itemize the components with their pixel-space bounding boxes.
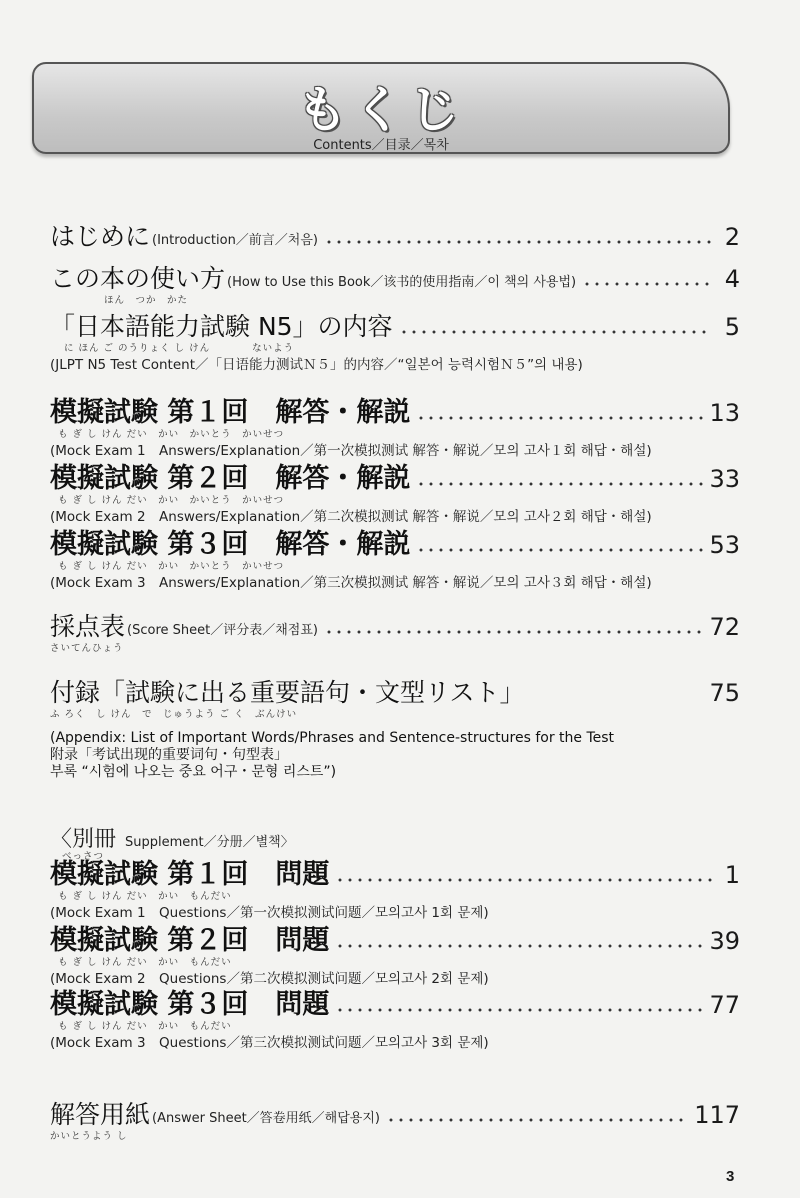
- entry-title: 採点表: [50, 612, 126, 641]
- leader-dots: [399, 330, 712, 334]
- appendix-line-en: (Appendix: List of Important Words/Phrases and Sentence-structures for the Test: [50, 730, 615, 746]
- entry-page: 5: [724, 313, 740, 341]
- entry-sub: (Mock Exam 3 Answers/Explanation／第三次模拟测试 解答・解说／모의 고사３회 해답・해설): [50, 575, 652, 591]
- entry-sub: (Mock Exam 1 Questions／第一次模拟测试问题／모의고사 1회 문제): [50, 905, 489, 921]
- entry-note: (Score Sheet／评分表／채점표): [127, 623, 318, 638]
- leader-dots: [324, 240, 712, 244]
- entry-page: 72: [709, 613, 740, 641]
- toc-entry-mock-exam-1-answers[interactable]: [50, 398, 740, 459]
- entry-note: (Answer Sheet／答卷用纸／해답용지): [152, 1111, 380, 1126]
- entry-sub: (Mock Exam 2 Answers/Explanation／第二次模拟测试 解答・解说／모의 고사２회 해답・해설): [50, 509, 652, 525]
- leader-dots: [416, 416, 703, 420]
- entry-title: 模擬試験 第３回 問題: [50, 989, 330, 1020]
- entry-title: はじめに: [50, 222, 151, 251]
- entry-title: 「日本語能力試験 N5」の内容: [50, 312, 393, 341]
- entry-ruby: も ぎ し けん だい かい かいとう かいせつ: [58, 495, 285, 506]
- entry-page: 33: [709, 465, 740, 493]
- entry-sub: (Mock Exam 2 Questions／第二次模拟测试问题／모의고사 2회 문제): [50, 971, 489, 987]
- entry-title: 模擬試験 第２回 解答・解説: [50, 463, 411, 494]
- leader-dots: [386, 1118, 688, 1122]
- toc-entry-mock-exam-3-answers[interactable]: [50, 530, 740, 591]
- page-subtitle: Contents／目录／목차: [313, 138, 449, 153]
- entry-page: 4: [724, 265, 740, 293]
- entry-ruby: も ぎ し けん だい かい もんだい: [58, 891, 232, 902]
- leader-dots: [324, 630, 703, 634]
- entry-ruby: ふ ろく し けん で じゅうよう ご く ぶんけい: [50, 709, 298, 720]
- entry-page: 13: [709, 399, 740, 427]
- entry-ruby: も ぎ し けん だい かい かいとう かいせつ: [58, 561, 285, 572]
- entry-sub: (JLPT N5 Test Content／「日语能力测试Ｎ５」的内容／“일본어 능력시험Ｎ５”의 내용): [50, 357, 583, 373]
- entry-title: 模擬試験 第１回 問題: [50, 859, 330, 890]
- entry-title: 解答用紙: [50, 1100, 151, 1129]
- page-number: 3: [726, 1168, 735, 1185]
- entry-page: 75: [709, 679, 740, 707]
- page-title: もくじ: [297, 81, 465, 139]
- entry-title: 付録「試験に出る重要語句・文型リスト」: [50, 678, 525, 707]
- toc-entry-mock-exam-3-questions[interactable]: [50, 990, 740, 1051]
- supplement-title: 〈別冊: [50, 827, 117, 852]
- toc-entry-answer-sheet[interactable]: [50, 1100, 740, 1140]
- toc-entry-mock-exam-1-questions[interactable]: [50, 860, 740, 921]
- contents-banner: [32, 62, 730, 154]
- entry-page: 77: [709, 991, 740, 1019]
- toc-entry-introduction[interactable]: [50, 222, 740, 252]
- entry-page: 39: [709, 927, 740, 955]
- appendix-line-zh: 附录「考试出现的重要词句・句型表」: [50, 747, 288, 763]
- leader-dots: [335, 878, 712, 882]
- entry-page: 1: [724, 861, 740, 889]
- entry-ruby: も ぎ し けん だい かい もんだい: [58, 957, 232, 968]
- entry-title: 模擬試験 第３回 解答・解説: [50, 529, 411, 560]
- toc-entry-test-content[interactable]: [50, 312, 740, 373]
- entry-ruby: さいてんひょう: [50, 643, 124, 654]
- entry-ruby: も ぎ し けん だい かい もんだい: [58, 1021, 232, 1032]
- leader-dots: [416, 548, 703, 552]
- toc-entry-score-sheet[interactable]: [50, 612, 740, 652]
- entry-page: 53: [709, 531, 740, 559]
- leader-dots: [335, 1008, 703, 1012]
- toc-entry-how-to-use[interactable]: [50, 264, 740, 304]
- entry-title: 模擬試験 第１回 解答・解説: [50, 397, 411, 428]
- toc-entry-mock-exam-2-answers[interactable]: [50, 464, 740, 525]
- entry-page: 2: [724, 223, 740, 251]
- entry-ruby: ほん つか かた: [104, 295, 189, 306]
- toc-entry-mock-exam-2-questions[interactable]: [50, 926, 740, 987]
- supplement-ruby: べっさつ: [62, 851, 105, 862]
- leader-dots: [416, 482, 703, 486]
- entry-sub: (Mock Exam 1 Answers/Explanation／第一次模拟测试 解答・解说／모의 고사１회 해답・해설): [50, 443, 652, 459]
- entry-note: (Introduction／前言／처음): [152, 233, 318, 248]
- entry-title: 模擬試験 第２回 問題: [50, 925, 330, 956]
- entry-sub: (Mock Exam 3 Questions／第三次模拟测试问题／모의고사 3회 문제): [50, 1035, 489, 1051]
- leader-dots: [582, 282, 712, 286]
- entry-page: 117: [694, 1101, 740, 1129]
- entry-note: (How to Use this Book／该书的使用指南／이 책의 사용법): [227, 275, 577, 290]
- entry-ruby: に ほん ご のうりょく し けん ないよう: [64, 343, 295, 354]
- appendix-line-ko: 부록 “시험에 나오는 중요 어구・문형 리스트”): [50, 764, 337, 780]
- supplement-note: Supplement／分册／별책〉: [125, 835, 294, 850]
- entry-ruby: かいとうよう し: [50, 1131, 128, 1142]
- entry-title: この本の使い方: [50, 264, 226, 293]
- leader-dots: [335, 944, 703, 948]
- entry-ruby: も ぎ し けん だい かい かいとう かいせつ: [58, 429, 285, 440]
- toc-entry-appendix[interactable]: [50, 678, 740, 781]
